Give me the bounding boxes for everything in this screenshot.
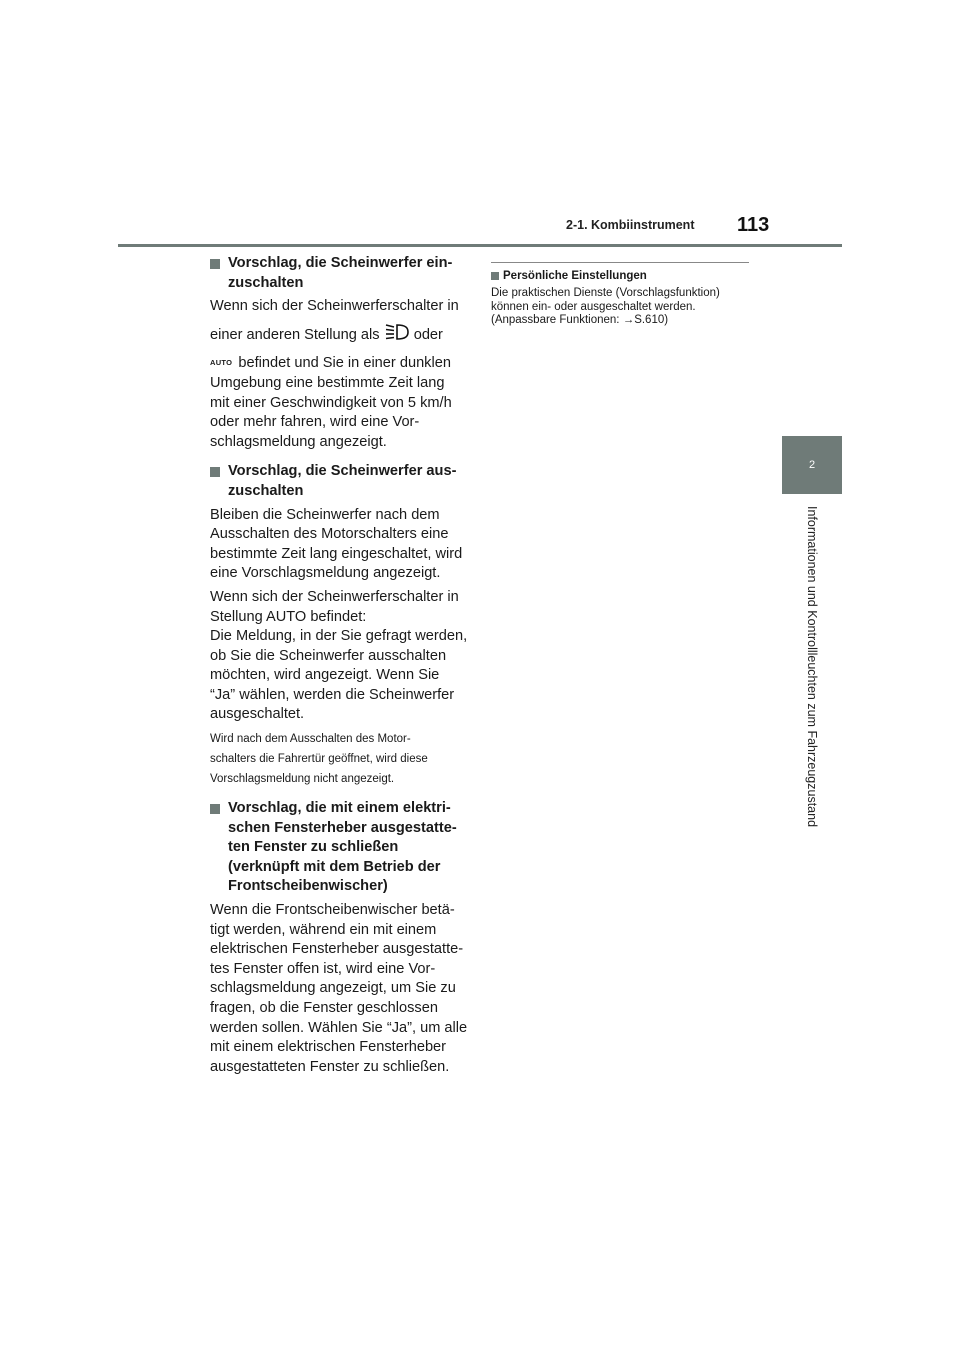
chapter-label: Informationen und Kontrollleuchten zum Fahrzeugzustand <box>805 506 819 828</box>
heading-bullet-square <box>491 272 499 280</box>
auto-light-icon: AUTO <box>210 358 233 368</box>
paragraph: Wenn die Frontscheibenwischer betä- tigt werden, während ein mit einem elektrischen Fensterheber ausgestatte- tes Fenster offen ist, wird eine Vor- schlagsmeldung angezeigt, um Sie zu fragen, ob die Fenster geschlossen werden sollen. Wählen Sie “Ja”, um alle mit einem elektrischen Fensterheber ausgestatteten Fenster zu schließen. <box>210 902 468 1075</box>
chapter-tab: 2 <box>782 436 842 494</box>
heading-bullet-square <box>210 804 220 814</box>
heading-power-windows: Vorschlag, die mit einem elektri- schen Fensterheber ausgestatte- ten Fenster zu schließen (verknüpft mit dem Betrieb der Frontscheibenwischer) <box>210 799 468 897</box>
paragraph: Wenn sich der Scheinwerferschalter in einer anderen Stellung als oder AUTO befindet und Sie in einer dunklen Umgebung eine bestimmte Zeit lang mit einer Geschwindigkeit von 5 km/h oder mehr fahren, wird eine Vor- schlagsmeldung angezeigt. <box>210 298 459 450</box>
section-rule <box>491 262 749 263</box>
heading-personal-settings: Persönliche Einstellungen <box>491 269 749 283</box>
left-column <box>210 254 468 1081</box>
right-column <box>491 262 749 328</box>
header-rule <box>118 244 842 247</box>
note: Wird nach dem Ausschalten des Motor- schalters die Fahrertür geöffnet, wird diese Vorschlagsmeldung nicht angezeigt. <box>210 733 428 786</box>
heading-bullet-square <box>210 467 220 477</box>
page-number: 113 <box>737 214 770 236</box>
heading-headlights-off: Vorschlag, die Scheinwerfer aus- zuschalten <box>210 462 468 501</box>
heading-headlights-on: Vorschlag, die Scheinwerfer ein- zuschalten <box>210 254 468 293</box>
section-title: 2-1. Kombiinstrument <box>566 218 695 232</box>
paragraph: Wenn sich der Scheinwerferschalter in Stellung AUTO befindet: Die Meldung, in der Sie gefragt werden, ob Sie die Scheinwerfer ausschalten möchten, wird angezeigt. Wenn Sie “Ja” wählen, werden die Scheinwerfer ausgeschaltet. <box>210 588 468 723</box>
paragraph: Die praktischen Dienste (Vorschlagsfunktion) können ein- oder ausgeschaltet werden. (Anpassbare Funktionen: →S.610) <box>491 287 720 326</box>
heading-bullet-square <box>210 259 220 269</box>
paragraph: Bleiben die Scheinwerfer nach dem Ausschalten des Motorschalters eine bestimmte Zeit lang eingeschaltet, wird eine Vorschlagsmeldung angezeigt. <box>210 506 463 582</box>
headlight-low-beam-icon <box>384 323 410 348</box>
